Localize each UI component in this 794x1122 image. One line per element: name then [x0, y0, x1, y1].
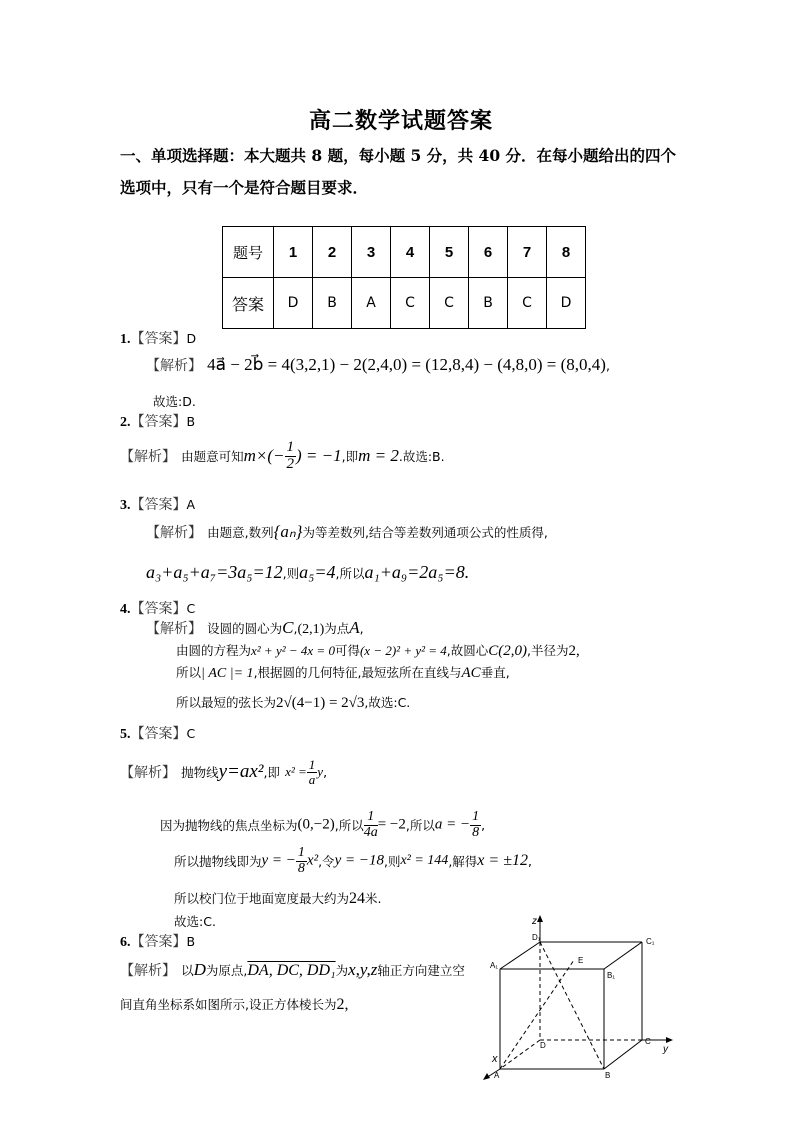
- q4-math: 2,: [568, 643, 580, 659]
- q2-text-3: .故选:B.: [398, 448, 445, 464]
- q3-math-1: {aₙ}: [273, 522, 303, 541]
- q5-text: 因为抛物线的焦点坐标为: [160, 818, 298, 834]
- answer-tag: 【答案】: [130, 601, 187, 617]
- label-c1: C₁: [646, 937, 655, 946]
- q6-math: D: [193, 960, 206, 979]
- answer-cell: C: [430, 278, 469, 329]
- q3-analysis-line: [146, 522, 548, 542]
- q2-math-2: ) = −1: [296, 445, 342, 465]
- frac-numerator: 1: [472, 809, 480, 824]
- q6-answer: B: [186, 934, 196, 949]
- answer-tag: 【答案】: [130, 414, 187, 430]
- answer-cell: A: [352, 278, 391, 329]
- q5-math: y = −18: [334, 852, 384, 869]
- q4-text: 垂直,: [480, 665, 510, 680]
- q1-answer-line: [120, 328, 196, 348]
- answer-cell: D: [274, 278, 313, 329]
- q5-text: ,即: [263, 765, 280, 781]
- q5-math: y = −: [261, 852, 296, 869]
- frac-denominator: 4a: [363, 824, 378, 840]
- question-number-cell: 6: [469, 227, 508, 278]
- q4-text: ,故选:C.: [364, 695, 411, 710]
- q5-math: 24: [349, 890, 366, 907]
- q5-text: ,则: [383, 854, 401, 870]
- q5-text: 抛物线: [181, 765, 219, 781]
- q3-number: 3.: [120, 498, 131, 513]
- answer-tag: 【答案】: [130, 726, 187, 742]
- q4-text: 设圆的圆心为: [207, 621, 283, 636]
- row-label-answer: 答案: [223, 278, 274, 329]
- q4-text: 所以最短的弦长为: [176, 695, 277, 710]
- q5-fraction: [307, 758, 318, 786]
- question-number-cell: 7: [508, 227, 547, 278]
- answer-cell: B: [313, 278, 352, 329]
- label-x: x: [492, 1053, 498, 1065]
- answer-tag: 【答案】: [130, 934, 187, 950]
- q4-analysis-line-3: [176, 662, 510, 682]
- q4-math: AC: [461, 665, 481, 681]
- q5-text: 所以抛物线即为: [174, 854, 262, 870]
- q5-math: x = ±12: [477, 852, 528, 870]
- q4-text: ,半径为: [527, 643, 569, 658]
- section-heading-line2: 选项中，只有一个是符合题目要求．: [120, 178, 369, 197]
- q4-math: x² + y² − 4x = 0: [251, 643, 335, 658]
- label-a1: A₁: [490, 961, 499, 970]
- q3-answer-line: [120, 494, 195, 514]
- label-a: A: [494, 1071, 500, 1080]
- q4-analysis-line-4: [176, 692, 410, 712]
- q5-fraction: [470, 810, 481, 840]
- cube-diagram: [478, 912, 678, 1082]
- edge-da-hidden: [500, 1040, 540, 1069]
- q5-math: y=ax²: [218, 761, 264, 783]
- q4-text: ,: [293, 621, 298, 636]
- q5-analysis-line-4: [174, 888, 382, 908]
- z-axis-arrow: [537, 915, 543, 922]
- q6-text: 以: [181, 963, 194, 978]
- segment-ae: [500, 960, 574, 1069]
- q5-text: ,解得: [448, 854, 478, 870]
- table-row-numbers: [223, 227, 586, 278]
- q5-text: ,: [481, 817, 486, 833]
- q2-math-3: m = 2: [358, 445, 399, 465]
- label-b: B: [605, 1071, 611, 1080]
- q6-number: 6.: [120, 935, 131, 950]
- q5-math: = −2: [377, 816, 406, 833]
- question-number-cell: 8: [547, 227, 586, 278]
- q5-math: a = −: [434, 816, 471, 833]
- frac-numerator: 1: [297, 845, 305, 860]
- q3-math-3: a₅=4: [299, 562, 336, 582]
- q5-math: y: [317, 764, 324, 780]
- q5-text: ,所以: [334, 818, 364, 834]
- q4-text: 由圆的方程为: [176, 643, 252, 658]
- q4-text: ,: [359, 621, 364, 636]
- label-d1: D₁: [532, 933, 541, 942]
- q6-text: 轴正方向建立空: [377, 963, 465, 978]
- q4-number: 4.: [120, 602, 131, 617]
- q6-text: 间直角坐标系如图所示,设正方体棱长为: [120, 997, 337, 1012]
- segment-d1b: [540, 942, 604, 1069]
- q1-answer: D: [186, 331, 197, 346]
- q4-math: | AC |= 1: [201, 666, 254, 681]
- q4-text: 所以: [176, 665, 202, 680]
- answer-cell: C: [508, 278, 547, 329]
- q4-analysis-line-2: [176, 640, 580, 660]
- q5-text: 米.: [365, 891, 382, 906]
- q1-expression: 4a⃗ − 2b⃗ = 4(3,2,1) − 2(2,4,0) = (12,8,4) − (4,8,0) = (8,0,4): [207, 355, 606, 374]
- q3-math-4: a₁+a₉=2a₅=8.: [364, 562, 470, 582]
- q4-math: (2,1): [297, 622, 325, 637]
- q4-text: ,根据圆的几何特征,最短弦所在直线与: [253, 665, 462, 680]
- q4-answer: C: [186, 601, 196, 616]
- q4-math: (x − 2)² + y² = 4: [359, 643, 447, 658]
- q5-text: ,令: [318, 854, 335, 870]
- q3-text-4: ,所以: [335, 566, 365, 581]
- analysis-tag: 【解析】: [120, 963, 176, 979]
- q4-math: C: [282, 618, 294, 637]
- q2-frac-numerator: 1: [286, 439, 294, 455]
- frac-denominator: 8: [297, 860, 305, 876]
- q6-math: 2,: [336, 996, 349, 1013]
- question-number-cell: 1: [274, 227, 313, 278]
- q3-math-2: a₃+a₅+a₇=3a₅=12: [146, 562, 283, 582]
- q6-analysis-line-2: [120, 994, 348, 1014]
- frac-numerator: 1: [308, 757, 316, 772]
- answer-table: [222, 226, 586, 329]
- frac-numerator: 1: [364, 810, 378, 826]
- q6-math: x,y,z: [348, 960, 378, 979]
- analysis-tag: 【解析】: [146, 621, 202, 637]
- q5-answer: C: [186, 726, 196, 741]
- q2-number: 2.: [120, 415, 131, 430]
- q4-text: ,故圆心: [446, 643, 489, 658]
- q2-frac-denominator: 2: [286, 455, 294, 472]
- q2-answer: B: [186, 414, 196, 429]
- q5-analysis-line-1: [120, 758, 327, 786]
- q4-analysis-line-1: [146, 618, 364, 638]
- q5-analysis-line-2: [160, 810, 485, 840]
- answer-cell: B: [469, 278, 508, 329]
- edge-a1d1: [500, 942, 540, 969]
- q5-text: ,: [323, 764, 328, 780]
- q3-text-2: 为等差数列,结合等差数列通项公式的性质得,: [302, 525, 548, 540]
- q1-analysis-line: [146, 355, 610, 375]
- q3-answer: A: [186, 497, 196, 512]
- section-heading-line1: 一、单项选择题：本大题共 8 题，每小题 5 分，共 40 分．在每小题给出的四个: [120, 146, 677, 165]
- q4-text: 可得: [334, 643, 360, 658]
- label-b1: B₁: [607, 971, 616, 980]
- q5-analysis-line-3: [174, 846, 532, 876]
- q5-math: x² =: [285, 764, 307, 780]
- edge-bc: [604, 1040, 642, 1069]
- y-axis-arrow: [666, 1037, 673, 1043]
- q5-conclusion: 故选:C.: [174, 914, 216, 929]
- label-e: E: [578, 956, 584, 965]
- q6-math: DA, DC, DD₁: [247, 962, 336, 979]
- q1-comma: ,: [605, 358, 610, 373]
- q4-text: 为点: [324, 621, 350, 636]
- question-number-cell: 4: [391, 227, 430, 278]
- q5-number: 5.: [120, 727, 131, 742]
- q4-math: C(2,0): [488, 643, 528, 659]
- q4-math: A: [349, 618, 360, 637]
- analysis-tag: 【解析】: [146, 358, 202, 374]
- q5-text: ,: [527, 853, 532, 869]
- frac-denominator: a: [308, 771, 316, 787]
- table-row-answers: [223, 278, 586, 329]
- q1-number: 1.: [120, 332, 131, 347]
- q5-text: 所以校门位于地面宽度最大约为: [174, 891, 350, 906]
- q2-answer-line: [120, 411, 195, 431]
- q3-formula-line: [146, 562, 469, 583]
- q1-conclusion: 故选:D.: [153, 394, 196, 409]
- q5-math: x²: [306, 852, 319, 869]
- frac-denominator: 8: [472, 824, 480, 840]
- analysis-tag: 【解析】: [146, 525, 202, 541]
- q6-text: 为: [335, 963, 349, 978]
- edge-b1c1: [604, 942, 642, 969]
- q5-math: (0,−2): [297, 816, 335, 833]
- question-number-cell: 5: [430, 227, 469, 278]
- label-d: D: [540, 1041, 546, 1050]
- answer-cell: C: [391, 278, 430, 329]
- q6-analysis-line-1: [120, 960, 465, 980]
- question-number-cell: 3: [352, 227, 391, 278]
- q2-fraction: [285, 440, 297, 473]
- row-label-number: 题号: [223, 227, 274, 278]
- analysis-tag: 【解析】: [120, 448, 176, 465]
- q4-answer-line: [120, 598, 195, 618]
- q2-math-1: m×(−: [243, 445, 285, 465]
- q4-math: 2√(4−1) = 2√3: [276, 695, 365, 711]
- q3-text-3: ,则: [282, 566, 300, 581]
- q5-fraction: [296, 846, 307, 876]
- question-number-cell: 2: [313, 227, 352, 278]
- q5-answer-line: [120, 723, 195, 743]
- analysis-tag: 【解析】: [120, 765, 176, 782]
- q6-answer-line: [120, 931, 195, 951]
- q5-fraction: [364, 810, 378, 840]
- q2-text-2: ,即: [341, 448, 359, 464]
- answer-tag: 【答案】: [130, 331, 187, 347]
- label-y: y: [663, 1044, 668, 1055]
- x-axis-arrow: [483, 1073, 490, 1080]
- q2-text-1: 由题意可知: [181, 448, 244, 464]
- label-c: C: [645, 1037, 651, 1046]
- answer-tag: 【答案】: [130, 497, 187, 513]
- q2-analysis-line: [120, 440, 445, 473]
- q6-text: 为原点,: [205, 963, 248, 978]
- answer-cell: D: [547, 278, 586, 329]
- label-z: z: [532, 916, 537, 927]
- q3-text-1: 由题意,数列: [207, 525, 274, 540]
- q5-math: x² = 144: [400, 853, 449, 869]
- q5-text: ,所以: [405, 818, 435, 834]
- page-title: 高二数学试题答案: [309, 108, 494, 134]
